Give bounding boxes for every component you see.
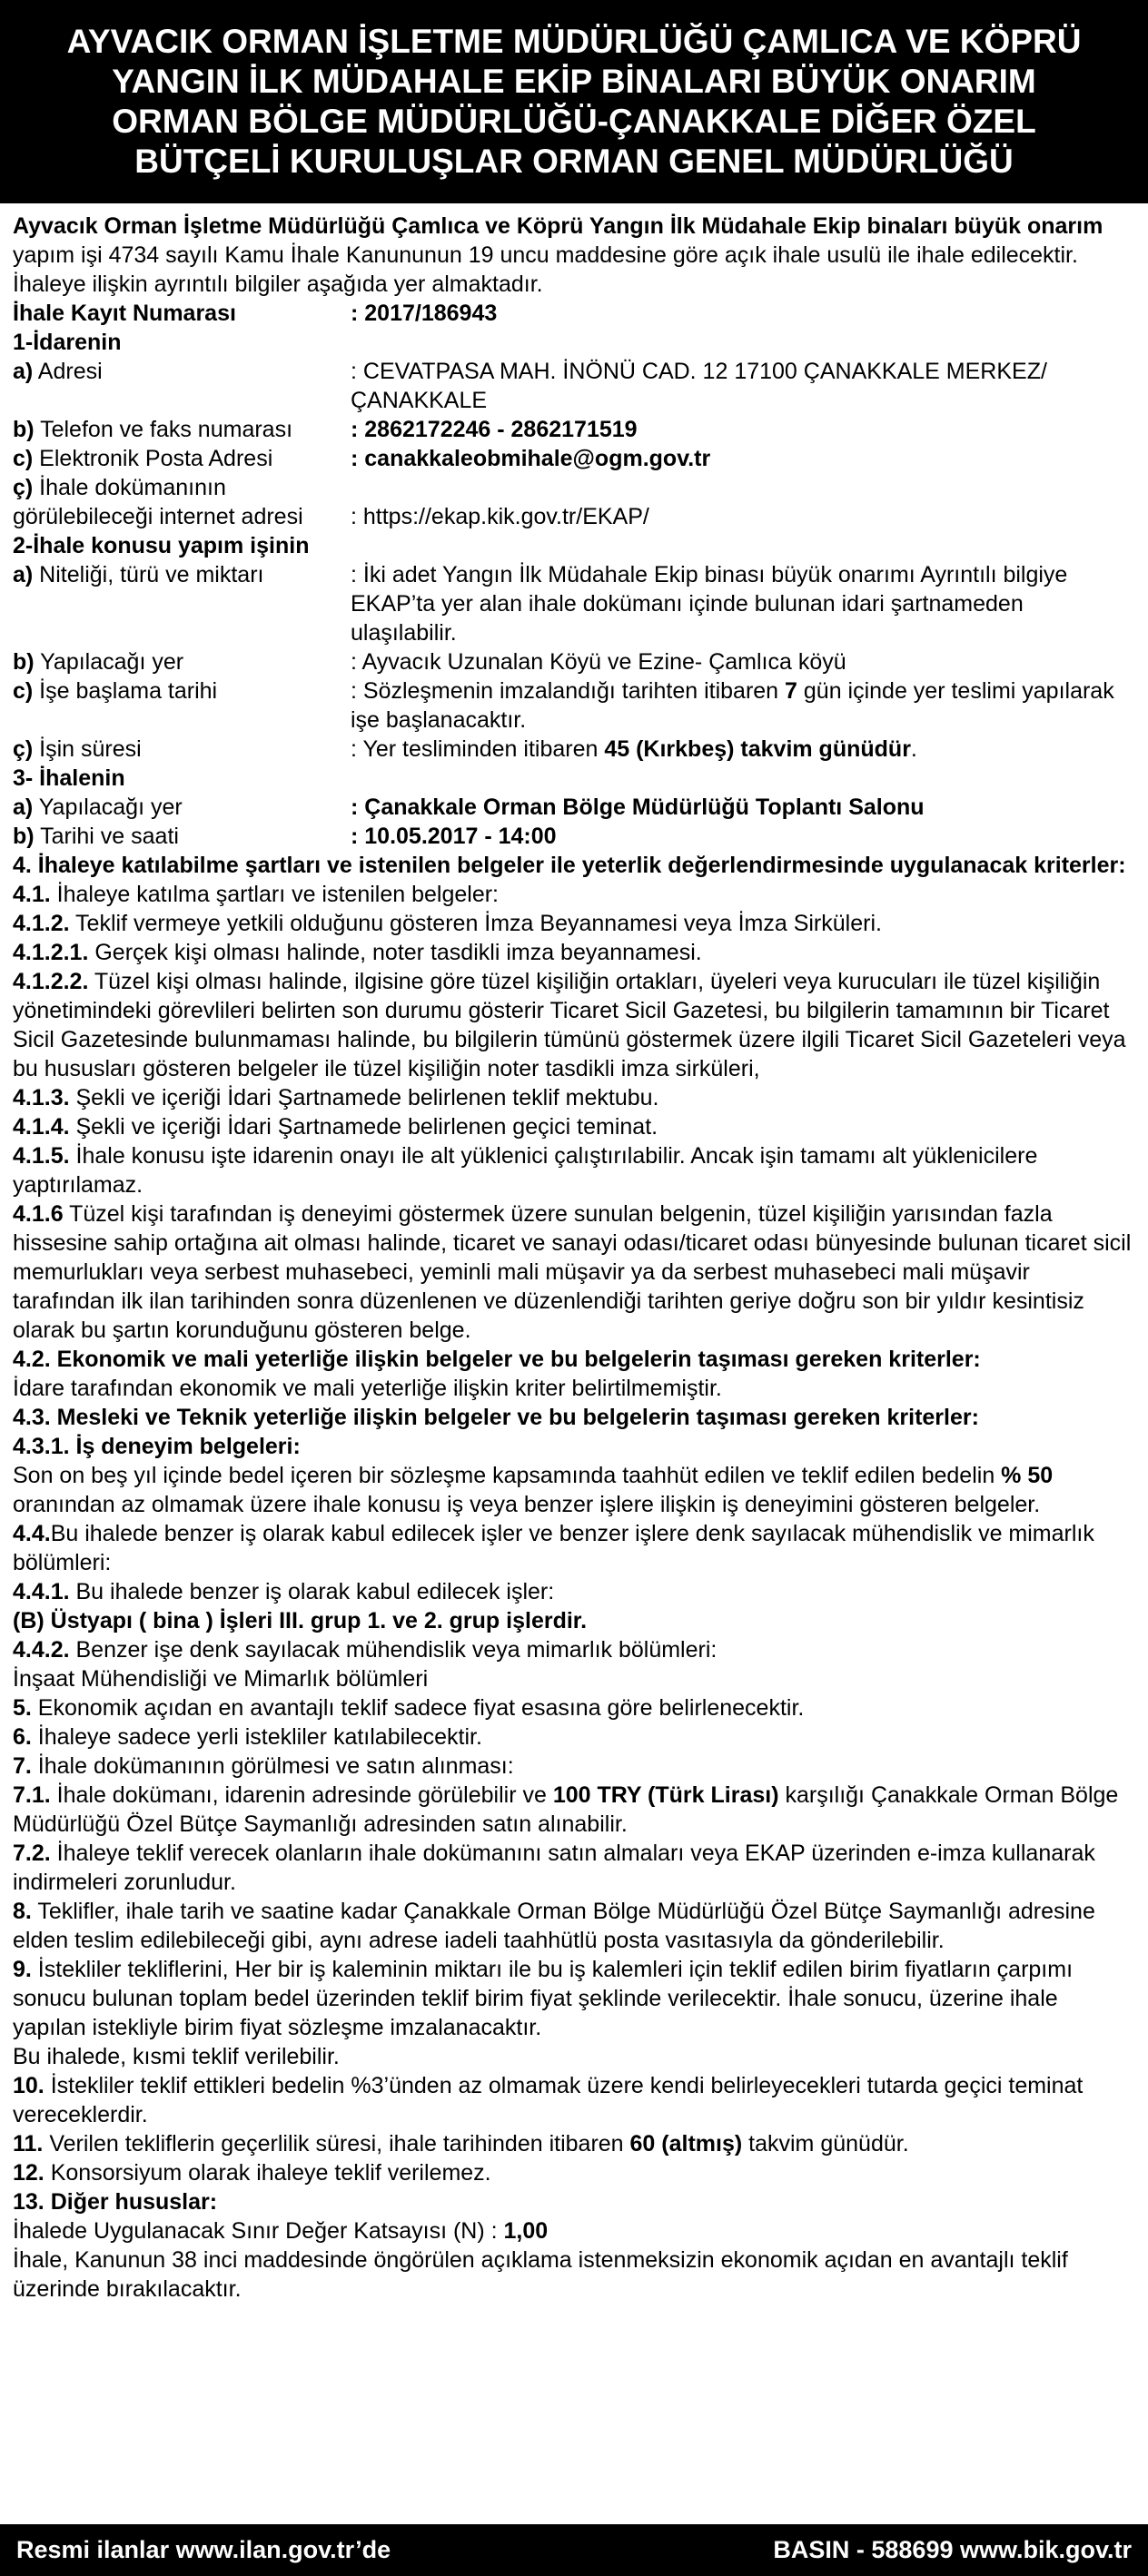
label: Telefon ve faks numarası bbox=[34, 417, 293, 442]
header-line: BÜTÇELİ KURULUŞLAR ORMAN GENEL MÜDÜRLÜĞÜ bbox=[134, 143, 1014, 180]
label: Niteliği, türü ve miktarı bbox=[33, 562, 264, 587]
idare-internet-row bbox=[13, 502, 1135, 531]
section-is-title: 2-İhale konusu yapım işinin bbox=[13, 533, 310, 558]
announcement-header bbox=[0, 0, 1148, 203]
item-number: 7. bbox=[13, 1753, 32, 1779]
paragraph-7 bbox=[13, 1752, 1135, 1781]
paragraph-4-4-1 bbox=[13, 1577, 1135, 1606]
item-text: Bu ihalede benzer iş olarak kabul edilecek işler ve benzer işlere denk sayılacak mühendislik ve mimarlık bölümleri: bbox=[13, 1521, 1094, 1575]
idare-telefon-value: : 2862172246 - 2862171519 bbox=[351, 417, 638, 442]
item-text: İstekliler tekliflerini, Her bir iş kaleminin miktarı ile bu iş kalemleri için teklif edilen birim fiyatların çarpımı sonucu bulunan toplam bedel üzerinden teklif birim fiyat şeklinde verilecektir. İhale sonucu, üzerine ihale yapılan istekliyle birim fiyat sözleşme imzalanacaktır. bbox=[13, 1957, 1074, 2040]
letter: ç) bbox=[13, 475, 34, 500]
text: . bbox=[910, 736, 917, 762]
item-number: 4.1.3. bbox=[13, 1085, 70, 1110]
bold-text: 1,00 bbox=[503, 2218, 549, 2244]
item-number: 12. bbox=[13, 2160, 45, 2186]
ihale-tarih-row bbox=[13, 822, 1135, 851]
paragraph-6 bbox=[13, 1722, 1135, 1752]
announcement-body bbox=[13, 212, 1135, 2518]
item-number: 5. bbox=[13, 1695, 32, 1721]
item-text: İhale dokümanının görülmesi ve satın alınması: bbox=[31, 1753, 514, 1779]
section-4-title: 4. İhaleye katılabilme şartları ve istenilen belgeler ile yeterlik değerlendirmesinde uygulanacak kriterler: bbox=[13, 853, 1126, 878]
is-nitelik-row bbox=[13, 560, 1135, 647]
item-number: 4.1.6 bbox=[13, 1201, 64, 1227]
item-number: 6. bbox=[13, 1724, 32, 1750]
item-text: İhaleye teklif verecek olanların ihale dokümanını satın almaları veya EKAP üzerinden e-imza kullanarak indirmeleri zorunludur. bbox=[13, 1841, 1095, 1895]
footer-right-text: BASIN - 588699 www.bik.gov.tr bbox=[773, 2536, 1132, 2563]
is-sure-row bbox=[13, 735, 1135, 764]
label: Elektronik Posta Adresi bbox=[33, 446, 273, 471]
letter: b) bbox=[13, 417, 35, 442]
ihale-yer-value: : Çanakkale Orman Bölge Müdürlüğü Toplantı Salonu bbox=[351, 795, 925, 820]
item-text: Tüzel kişi olması halinde, ilgisine göre tüzel kişiliğin ortakları, üyeleri veya kurucuları ile tüzel kişiliğin yönetimindeki görevlileri belirten son durumu gösterir Ticaret Sicil Gazetesi, bu bilgilerin tamamının bir Ticaret Sicil Gazetesinde bulunmaması halinde, bu bilgilerin tümünü göstermek üzere ilgili Ticaret Sicil Gazeteleri veya bu hususları gösteren belgeler ile tüzel kişiliğin noter tasdikli imza sirküleri, bbox=[13, 969, 1126, 1081]
item-number: 4.4.2. bbox=[13, 1637, 70, 1663]
idare-eposta-row bbox=[13, 444, 1135, 473]
paragraph-4-1-6 bbox=[13, 1199, 1135, 1345]
text: İhale dokümanı, idarenin adresinde görülebilir ve bbox=[50, 1782, 553, 1808]
section-ihale-title: 3- İhalenin bbox=[13, 765, 125, 791]
paragraph-13-son: İhale, Kanunun 38 inci maddesinde öngörülen açıklama istenmeksizin ekonomik açıdan en avantajlı teklif üzerinde bırakılacaktır. bbox=[13, 2247, 1068, 2302]
paragraph-10 bbox=[13, 2071, 1135, 2129]
bold-text: % 50 bbox=[1001, 1463, 1054, 1488]
item-number: 4.1.2.1. bbox=[13, 940, 89, 965]
paragraph-9 bbox=[13, 1955, 1135, 2042]
bold-text: 45 (Kırkbeş) takvim günüdür bbox=[604, 736, 911, 762]
letter: ç) bbox=[13, 736, 34, 762]
paragraph-12 bbox=[13, 2158, 1135, 2187]
header-line: YANGIN İLK MÜDAHALE EKİP BİNALARI BÜYÜK ONARIM bbox=[112, 63, 1036, 100]
bold-text: 60 (altmış) bbox=[629, 2131, 743, 2157]
paragraph-4-4 bbox=[13, 1519, 1135, 1577]
ihale-yer-row bbox=[13, 793, 1135, 822]
item-text: İhaleye sadece yerli istekliler katılabilecektir. bbox=[31, 1724, 482, 1750]
paragraph-4-1-5 bbox=[13, 1141, 1135, 1199]
item-text: İstekliler teklif ettikleri bedelin %3’ünden az olmamak üzere kendi belirleyecekleri tutarda geçici teminat vereceklerdir. bbox=[13, 2073, 1084, 2127]
text: gün içinde yer teslimi yapılarak işe başlanacaktır. bbox=[351, 678, 1114, 733]
item-number: 4.1.2. bbox=[13, 911, 70, 936]
paragraph-4-3-title: 4.3. Mesleki ve Teknik yeterliğe ilişkin belgeler ve bu belgelerin taşıması gereken kriterler: bbox=[13, 1405, 979, 1430]
letter: b) bbox=[13, 649, 35, 675]
paragraph-4-1-4 bbox=[13, 1112, 1135, 1141]
paragraph-7-1 bbox=[13, 1781, 1135, 1839]
idare-eposta-value: : canakkaleobmihale@ogm.gov.tr bbox=[351, 446, 711, 471]
paragraph-4-1-2-1 bbox=[13, 938, 1135, 967]
text: : Yer tesliminden itibaren bbox=[351, 736, 605, 762]
paragraph-5 bbox=[13, 1693, 1135, 1722]
text: İhalede Uygulanacak Sınır Değer Katsayısı (N) : bbox=[13, 2218, 504, 2244]
item-text: Teklif vermeye yetkili olduğunu gösteren İmza Beyannamesi veya İmza Sirküleri. bbox=[69, 911, 882, 936]
item-number: 7.2. bbox=[13, 1841, 51, 1866]
letter: a) bbox=[13, 359, 34, 384]
item-text: Konsorsiyum olarak ihaleye teklif verilemez. bbox=[44, 2160, 491, 2186]
text: karşılığı Çanakkale Orman Bölge Müdürlüğü Özel Bütçe Saymanlığı adresinden satın alınabilir. bbox=[13, 1782, 1119, 1837]
letter: a) bbox=[13, 562, 34, 587]
idare-internet-value: : https://ekap.kik.gov.tr/EKAP/ bbox=[351, 504, 649, 529]
paragraph-4-3-1-title: 4.3.1. İş deneyim belgeleri: bbox=[13, 1434, 301, 1459]
is-baslama-value bbox=[351, 676, 1135, 735]
label: İhale dokümanının bbox=[33, 475, 226, 500]
label: İşin süresi bbox=[33, 736, 142, 762]
item-text: İhaleye katılma şartları ve istenilen belgeler: bbox=[50, 882, 500, 907]
intro-bold: Ayvacık Orman İşletme Müdürlüğü Çamlıca ve Köprü Yangın İlk Müdahale Ekip binaları büyük onarım bbox=[13, 213, 1103, 239]
ihale-kayit-row bbox=[13, 299, 1135, 328]
ihale-tarih-value: : 10.05.2017 - 14:00 bbox=[351, 824, 557, 849]
is-baslama-row bbox=[13, 676, 1135, 735]
paragraph-4-1-3 bbox=[13, 1083, 1135, 1112]
paragraph-4-4-2-text: İnşaat Mühendisliği ve Mimarlık bölümleri bbox=[13, 1666, 429, 1692]
letter: a) bbox=[13, 795, 34, 820]
label: Tarihi ve saati bbox=[34, 824, 179, 849]
label: Yapılacağı yer bbox=[33, 795, 183, 820]
paragraph-7-2 bbox=[13, 1839, 1135, 1897]
item-text: İhale konusu işte idarenin onayı ile alt yüklenici çalıştırılabilir. Ancak işin tamamı alt yüklenicilere yaptırılamaz. bbox=[13, 1143, 1038, 1198]
item-text: Bu ihalede benzer iş olarak kabul edilecek işler: bbox=[69, 1579, 555, 1604]
bold-text: 100 TRY (Türk Lirası) bbox=[552, 1782, 779, 1808]
item-number: 11. bbox=[13, 2131, 44, 2157]
item-text: Gerçek kişi olması halinde, noter tasdikli imza beyannamesi. bbox=[88, 940, 702, 965]
paragraph-13-katsayi bbox=[13, 2216, 1135, 2245]
item-number: 4.1.2.2. bbox=[13, 969, 89, 994]
paragraph-8 bbox=[13, 1897, 1135, 1955]
bold-text: 7 bbox=[785, 678, 797, 704]
item-text: Benzer işe denk sayılacak mühendislik veya mimarlık bölümleri: bbox=[69, 1637, 718, 1663]
paragraph-4-1-2 bbox=[13, 909, 1135, 938]
label: Yapılacağı yer bbox=[34, 649, 184, 675]
paragraph-4-1 bbox=[13, 880, 1135, 909]
paragraph-4-4-2 bbox=[13, 1635, 1135, 1664]
item-number: 10. bbox=[13, 2073, 45, 2098]
item-number: 4.1. bbox=[13, 882, 51, 907]
text: Son on beş yıl içinde bedel içeren bir sözleşme kapsamında taahhüt edilen ve teklif edilen bedelin bbox=[13, 1463, 1002, 1488]
label: görülebileceği internet adresi bbox=[13, 504, 303, 529]
item-text: Tüzel kişi tarafından iş deneyimi göstermek üzere sunulan belgenin, tüzel kişiliğin yarısından fazla hissesine sahip ortağına ait olması halinde, ticaret ve sanayi odası/ticaret odası bünyesinde bulunan ticaret sicil memurlukları veya serbest muhasebeci, yeminli mali müşavir ya da serbest muhasebeci mali müşavir tarafından ilk ilan tarihinden sonra düzenlenen ve düzenlendiği tarihten geriye doğru son bir yıldır kesintisiz olarak bu şartın korunduğunu gösteren belge. bbox=[13, 1201, 1132, 1343]
item-number: 9. bbox=[13, 1957, 32, 1982]
is-yer-row bbox=[13, 647, 1135, 676]
paragraph-4-4-1-bold: (B) Üstyapı ( bina ) İşleri III. grup 1. ve 2. grup işlerdir. bbox=[13, 1608, 588, 1633]
paragraph-11 bbox=[13, 2129, 1135, 2158]
item-text: Şekli ve içeriği İdari Şartnamede belirlenen geçici teminat. bbox=[69, 1114, 658, 1140]
text: : Sözleşmenin imzalandığı tarihten itibaren bbox=[351, 678, 786, 704]
header-line: ORMAN BÖLGE MÜDÜRLÜĞÜ-ÇANAKKALE DİĞER ÖZEL bbox=[112, 103, 1036, 140]
footer-left-text: Resmi ilanlar www.ilan.gov.tr’de bbox=[16, 2536, 391, 2563]
letter: b) bbox=[13, 824, 35, 849]
paragraph-4-2-title: 4.2. Ekonomik ve mali yeterliğe ilişkin belgeler ve bu belgelerin taşıması gereken kriterler: bbox=[13, 1347, 981, 1372]
intro-text: yapım işi 4734 sayılı Kamu İhale Kanununun 19 uncu maddesine göre açık ihale usulü ile ihale edilecektir. İhaleye ilişkin ayrıntılı bilgiler aşağıda yer almaktadır. bbox=[13, 242, 1078, 297]
is-sure-value bbox=[351, 735, 1135, 764]
item-number: 7.1. bbox=[13, 1782, 51, 1808]
item-number: 8. bbox=[13, 1899, 32, 1924]
item-text: Teklifler, ihale tarih ve saatine kadar Çanakkale Orman Bölge Müdürlüğü Özel Bütçe Saymanlığı adresine elden teslim edilebileceği gibi, aynı adrese iadeli taahhütlü posta vasıtasıyla da gönderilebilir. bbox=[13, 1899, 1095, 1953]
item-number: 4.1.5. bbox=[13, 1143, 70, 1169]
paragraph-4-2-text: İdare tarafından ekonomik ve mali yeterliğe ilişkin kriter belirtilmemiştir. bbox=[13, 1376, 722, 1401]
paragraph-13-title: 13. Diğer hususlar: bbox=[13, 2189, 218, 2215]
label: İşe başlama tarihi bbox=[33, 678, 218, 704]
intro-paragraph bbox=[13, 212, 1135, 299]
ihale-kayit-label: İhale Kayıt Numarası bbox=[13, 301, 236, 326]
item-number: 4.1.4. bbox=[13, 1114, 70, 1140]
item-text: Şekli ve içeriği İdari Şartnamede belirlenen teklif mektubu. bbox=[69, 1085, 659, 1110]
is-nitelik-value: : İki adet Yangın İlk Müdahale Ekip binası büyük onarımı Ayrıntılı bilgiye EKAP’ta yer alan ihale dokümanı içinde bulunan idari şartnameden ulaşılabilir. bbox=[351, 562, 1068, 646]
item-number: 4.4. bbox=[13, 1521, 51, 1546]
paragraph-9-b: Bu ihalede, kısmi teklif verilebilir. bbox=[13, 2044, 340, 2069]
idare-dokuman-row bbox=[13, 473, 1135, 502]
text: takvim günüdür. bbox=[742, 2131, 909, 2157]
paragraph-4-1-2-2 bbox=[13, 967, 1135, 1083]
ihale-kayit-value: : 2017/186943 bbox=[351, 301, 498, 326]
item-text: Ekonomik açıdan en avantajlı teklif sadece fiyat esasına göre belirlenecektir. bbox=[31, 1695, 805, 1721]
header-line: AYVACIK ORMAN İŞLETME MÜDÜRLÜĞÜ ÇAMLICA VE KÖPRÜ bbox=[66, 23, 1082, 60]
text: Verilen tekliflerin geçerlilik süresi, ihale tarihinden itibaren bbox=[43, 2131, 630, 2157]
is-yer-value: : Ayvacık Uzunalan Köyü ve Ezine- Çamlıca köyü bbox=[351, 649, 846, 675]
label: Adresi bbox=[33, 359, 103, 384]
text: oranından az olmamak üzere ihale konusu iş veya benzer işlere ilişkin iş deneyimini gösteren belgeler. bbox=[13, 1492, 1041, 1517]
announcement-footer bbox=[0, 2524, 1148, 2576]
section-idare-title: 1-İdarenin bbox=[13, 330, 122, 355]
idare-adres-value: : CEVATPASA MAH. İNÖNÜ CAD. 12 17100 ÇANAKKALE MERKEZ/ÇANAKKALE bbox=[351, 359, 1047, 413]
letter: c) bbox=[13, 678, 34, 704]
idare-adres-row bbox=[13, 357, 1135, 415]
letter: c) bbox=[13, 446, 34, 471]
paragraph-4-3-1-text bbox=[13, 1461, 1135, 1519]
idare-telefon-row bbox=[13, 415, 1135, 444]
item-number: 4.4.1. bbox=[13, 1579, 70, 1604]
